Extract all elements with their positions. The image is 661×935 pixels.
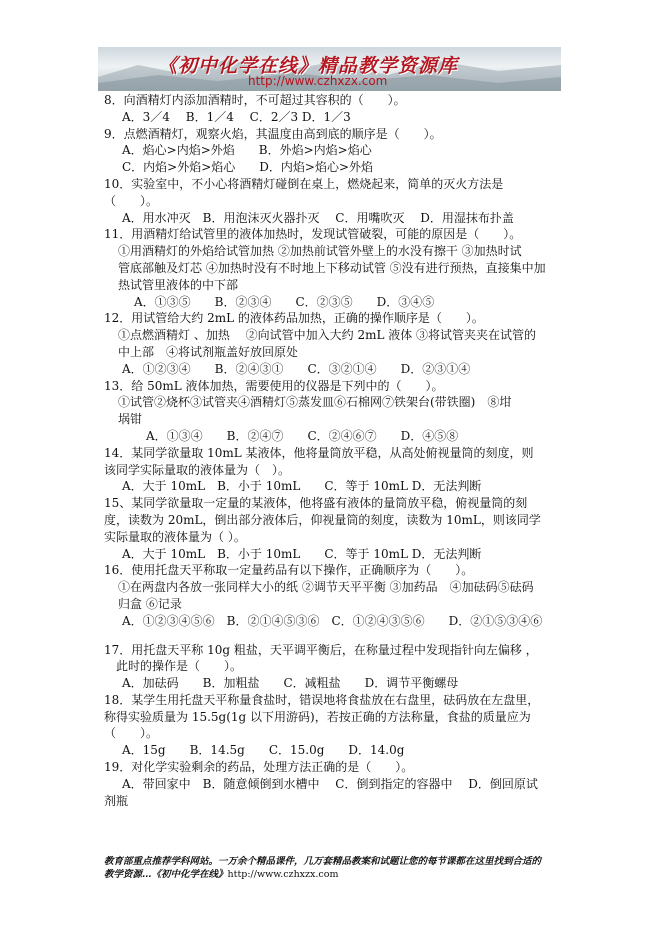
footer-url[interactable]: http://www.czhxzx.com	[227, 869, 339, 880]
answer-options-continued: 剂瓶	[104, 793, 129, 808]
question-stem: 16．使用托盘天平称取一定量药品有以下操作，正确顺序为（ ）。	[104, 563, 474, 578]
answer-options: A．①③⑤ B．②③④ C．②③⑤ D．③④⑤	[122, 294, 435, 309]
question-stem: 8．向酒精灯内添加酒精时，不可超过其容积的（ ）。	[104, 93, 406, 107]
banner-url[interactable]: http://www.czhxzx.com	[248, 74, 388, 88]
header-banner	[98, 47, 561, 91]
question-stem: 13．给 50mL 液体加热，需要使用的仪器是下列中的（ ）。	[104, 378, 444, 393]
question-stem: 该同学实际量取的液体量为（ ）。	[104, 462, 291, 477]
answer-options: A．带回家中 B．随意倾倒到水槽中 C．倒到指定的容器中 D．倒回原试	[122, 776, 538, 791]
question-item	[104, 126, 564, 176]
question-stem: 10．实验室中，不小心将酒精灯碰倒在桌上，燃烧起来，简单的灭火方法是	[104, 176, 504, 191]
question-item	[104, 226, 564, 310]
question-stem: 度，读数为 20mL，倒出部分液体后，仰视量筒的刻度，读数为 10mL，则该同学	[104, 512, 541, 527]
question-item	[104, 692, 564, 759]
question-stem: 18．某学生用托盘天平称量食盐时，错误地将食盐放在右盘里，砝码放在左盘里，	[104, 692, 540, 707]
answer-options: A．15g B．14.5g C．15.0g D．14.0g	[122, 743, 405, 758]
question-item	[104, 759, 564, 809]
footer-line-2	[104, 868, 564, 881]
question-stem: 实际量取的液体量为（ ）。	[104, 529, 246, 544]
question-stem: 称得实验质量为 15.5g(1g 以下用游码)，若按正确的方法称量，食盐的质量应为	[104, 709, 531, 724]
question-stem: 11．用酒精灯给试管里的液体加热时，发现试管破裂，可能的原因是（ ）。	[104, 227, 522, 242]
question-stem: （ ）。	[104, 193, 159, 208]
question-stem: 17．用托盘天平称 10g 粗盐，天平调平衡后，在称量过程中发现指针向左偏移 ，	[104, 642, 538, 657]
question-item	[104, 562, 564, 629]
answer-options: A．3／4 B．1／4 C．2／3 D．1／3	[122, 109, 351, 124]
answer-options: A．大于 10mL B．小于 10mL C．等于 10mL D．无法判断	[122, 479, 482, 494]
question-statement: 中上部 ④将试剂瓶盖好放回原处	[118, 344, 299, 359]
answer-options: A．①③④ B．②④⑦ C．②④⑥⑦ D．④⑤⑧	[122, 428, 459, 443]
question-stem: （ ）。	[104, 726, 159, 741]
question-statement: 归盒 ⑥记录	[118, 596, 182, 611]
answer-options: A．焰心>内焰>外焰 B．外焰>内焰>焰心	[122, 143, 372, 158]
question-stem: 9．点燃酒精灯，观察火焰，其温度由高到底的顺序是（ ）。	[104, 126, 442, 141]
question-item	[104, 378, 564, 445]
answer-options: A．①②③④⑤⑥ B．②①④⑤③⑥ C．①②④③⑤⑥ D．②①⑤③④⑥	[122, 613, 543, 628]
question-item	[104, 495, 564, 562]
question-statement: ①用酒精灯的外焰给试管加热 ②加热前试管外壁上的水没有擦干 ③加热时试	[118, 244, 522, 259]
question-statement: ①点燃酒精灯 、加热 ②向试管中加入大约 2mL 液体 ③将试管夹夹在试管的	[118, 328, 537, 343]
footer-line-1: 教育部重点推荐学科网站。一万余个精品课件，几万套精品教案和试题让您的每节课都在这里找到合适的	[104, 856, 542, 867]
question-statement: 管底部触及灯芯 ④加热时没有不时地上下移动试管 ⑤没有进行预热，直接集中加	[118, 260, 546, 275]
answer-options: C．内焰>外焰>焰心 D．内焰>焰心>外焰	[122, 160, 374, 175]
question-stem: 19．对化学实验剩余的药品，处理方法正确的是（ ）。	[104, 760, 414, 775]
question-item	[104, 310, 564, 377]
question-item	[104, 176, 564, 226]
question-statement: ①试管②烧杯③试管夹④酒精灯⑤蒸发皿⑥石棉网⑦铁架台(带铁圈) ⑧坩	[118, 395, 512, 410]
footer-site-name: 教学资源…《初中化学在线》	[104, 869, 228, 880]
answer-options: A．用水冲灭 B．用泡沫灭火器扑灭 C．用嘴吹灭 D．用湿抹布扑盖	[122, 210, 514, 225]
question-item	[104, 642, 564, 692]
question-stem: 14．某同学欲量取 10mL 某液体，他将量筒放平稳，从高处俯视量筒的刻度，则	[104, 445, 534, 460]
question-stem: 12．用试管给大约 2mL 的液体药品加热，正确的操作顺序是（ ）。	[104, 311, 484, 326]
question-stem: 此时的操作是（ ）。	[104, 659, 243, 674]
question-item	[104, 445, 564, 495]
question-statement: ①在两盘内各放一张同样大小的纸 ②调节天平平衡 ③加药品 ④加砝码⑤砝码	[118, 580, 534, 595]
banner-title: 《初中化学在线》精品教学资源库	[158, 55, 459, 77]
answer-options: A．加砝码 B．加粗盐 C．减粗盐 D．调节平衡螺母	[122, 676, 459, 691]
footer	[104, 855, 564, 881]
question-statement: 热试管里液体的中下部	[118, 277, 239, 292]
question-stem: 15、某同学欲量取一定量的某液体，他将盛有液体的量筒放平稳，俯视量筒的刻	[104, 496, 528, 511]
question-statement: 埚钳	[118, 412, 143, 427]
answer-options: A．①②③④ B．②④③① C．③②①④ D．②③①④	[122, 361, 471, 376]
question-list	[104, 92, 564, 809]
question-item	[104, 92, 564, 126]
answer-options: A．大于 10mL B．小于 10mL C．等于 10mL D．无法判断	[122, 546, 482, 561]
